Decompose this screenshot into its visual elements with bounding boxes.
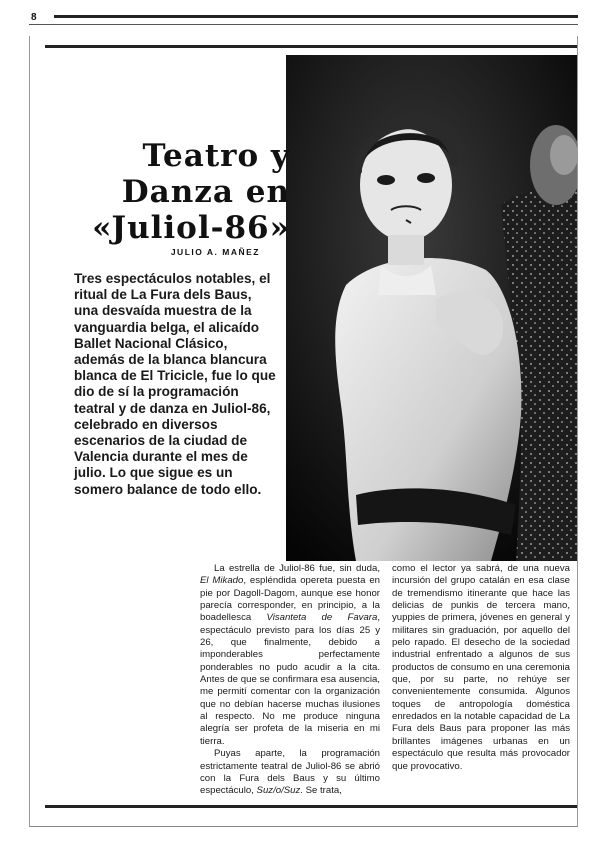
title-line-3: «Juliol-86» [92, 210, 290, 246]
body-paragraph: como el lector ya sabrá, de una nueva incursión del grupo catalán en esa clase de tremendismo itinerante que hace las delicias de punkis de tercera mano, yuppies de primera, jóvenes en general y militares sin graduación, por aquello del pelo rapado. El desecho de la sociedad industrial enfrentado a algunos de sus productos de consumo en una ceremonia que, por su parte, no rehúye ser convenientemente consumida. Algunos toques de antropología doméstica enredados en la notable capacidad de La Fura dels Baus para proponer las más brillantes imágenes urbanas en un espectáculo que resulta más provocador que provocativo. [392, 563, 570, 772]
frame-left-border [29, 36, 30, 826]
title-line-1: Teatro y [142, 138, 290, 174]
work-title-el-mikado: El Mikado [200, 575, 244, 587]
article-bottom-rule [45, 805, 577, 808]
work-title-suzosuz: Suz/o/Suz [256, 785, 301, 797]
page-number: 8 [31, 12, 37, 23]
work-title-visanteta: Visanteta de Favara [266, 612, 378, 624]
author-byline: JULIO A. MAÑEZ [170, 247, 260, 257]
title-line-2: Danza en [121, 174, 290, 210]
body-paragraph: La estrella de Juliol-86 fue, sin duda, El Mikado, espléndida opereta puesta en pie por Dagoll-Dagom, aunque ese honor parecía corresponder, en principio, a la boadellesca Visanteta de Favara, espectáculo previsto para los días 25 y 26, que finalmente, debido a imponderables perfectamente ponderables no pudo acudir a la cita. Antes de que se confirmara esa ausencia, me permití comentar con la organización que no debían hacerse muchas ilusiones al respecto. No me produce ninguna alegría ser profeta de la miseria en mi tierra. [200, 563, 380, 747]
header-thin-rule [29, 24, 578, 25]
article-top-rule [45, 45, 577, 48]
header-rule [54, 15, 578, 18]
body-column-2 [392, 563, 570, 773]
body-column-1 [200, 563, 380, 798]
article-title [60, 138, 290, 246]
body-paragraph: Puyas aparte, la programación estrictamente teatral de Juliol-86 se abrió con la Fura dels Baus y su último espectáculo, Suz/o/Suz. Se trata, [200, 748, 380, 797]
footer-thin-rule [29, 826, 578, 827]
performer-photo [286, 55, 577, 561]
lead-paragraph: Tres espectáculos notables, el ritual de La Fura dels Baus, una desvaída muestra de la vanguardia belga, el alicaído Ballet Nacional Clásico, además de la blanca blancura blanca de El Tricicle, fue lo que dio de sí la programación teatral y de danza en Juliol-86, celebrado en diversos escenarios de la ciudad de Valencia durante el mes de julio. Lo que sigue es un somero balance de todo ello. [74, 271, 276, 497]
frame-right-border [577, 36, 578, 826]
